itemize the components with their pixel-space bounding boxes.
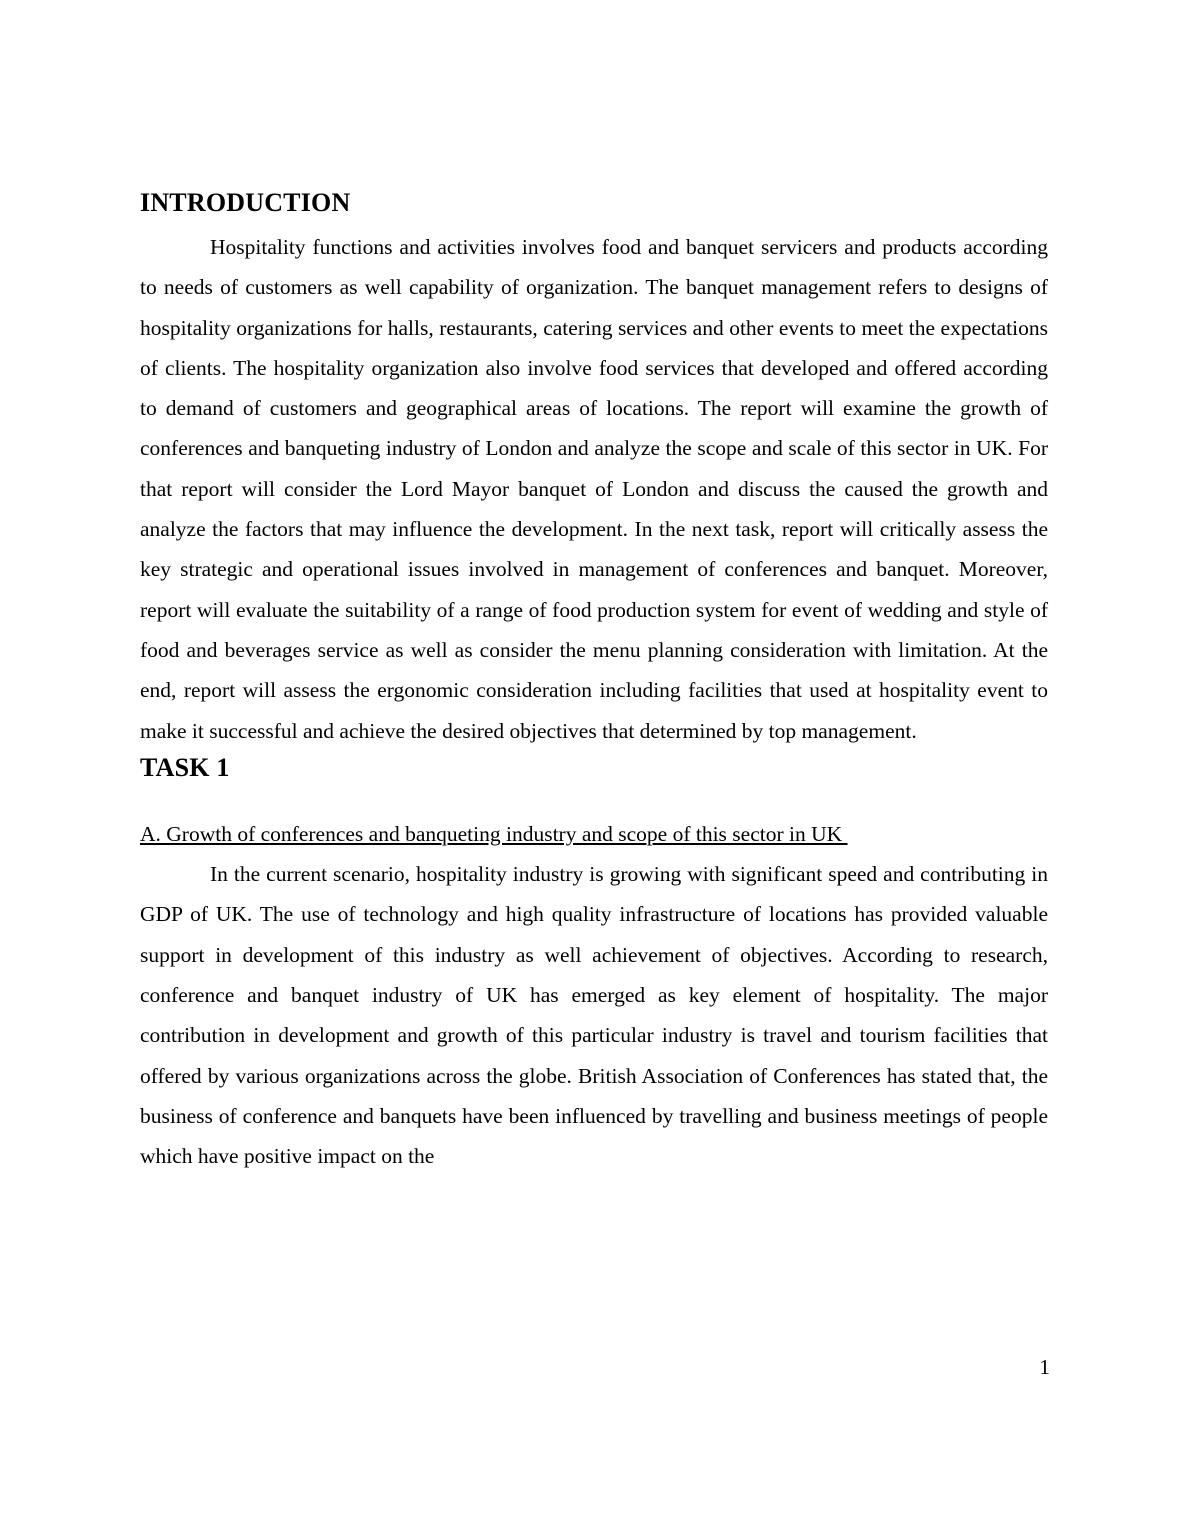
introduction-paragraph: Hospitality functions and activities involves food and banquet servicers and products according to needs of customers as well capability of organization. The banquet management refers to designs of hospitality organizations for halls, restaurants, catering services and other events to meet the expectations of clients. The hospitality organization also involve food services that developed and offered according to demand of customers and geographical areas of locations. The report will examine the growth of conferences and banqueting industry of London and analyze the scope and scale of this sector in UK. For that report will consider the Lord Mayor banquet of London and discuss the caused the growth and analyze the factors that may influence the development. In the next task, report will critically assess the key strategic and operational issues involved in management of conferences and banquet. Moreover, report will evaluate the suitability of a range of food production system for event of wedding and style of food and beverages service as well as consider the menu planning consideration with limitation. At the end, report will assess the ergonomic consideration including facilities that used at hospitality event to make it successful and achieve the desired objectives that determined by top management. bbox=[140, 235, 1048, 743]
task1-heading: TASK 1 bbox=[140, 752, 230, 782]
page-number: 1 bbox=[1039, 1355, 1050, 1379]
page-content bbox=[140, 186, 1048, 1177]
task1-subheading: A. Growth of conferences and banqueting industry and scope of this sector in UK bbox=[140, 821, 848, 846]
introduction-heading: INTRODUCTION bbox=[140, 188, 351, 217]
task1-paragraph: In the current scenario, hospitality industry is growing with significant speed and contributing in GDP of UK. The use of technology and high quality infrastructure of locations has provided valuable support in development of this industry as well achievement of objectives. According to research, conference and banquet industry of UK has emerged as key element of hospitality. The major contribution in development and growth of this particular industry is travel and tourism facilities that offered by various organizations across the globe. British Association of Conferences has stated that, the business of conference and banquets have been influenced by travelling and business meetings of people which have positive impact on the bbox=[140, 862, 1048, 1169]
